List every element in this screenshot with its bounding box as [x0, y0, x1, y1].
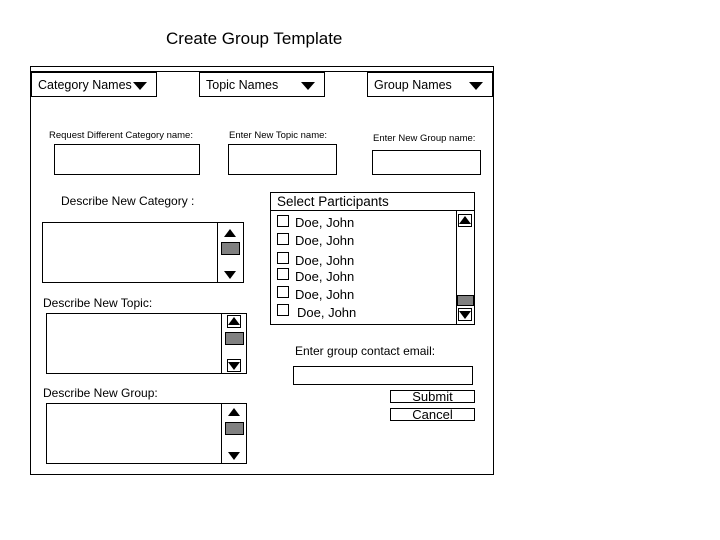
- participant-checkbox[interactable]: [277, 252, 289, 264]
- participants-list[interactable]: [270, 192, 475, 325]
- arrow-down-icon[interactable]: [228, 362, 240, 370]
- topic-scrollbar[interactable]: [221, 314, 246, 373]
- describe-category-textarea[interactable]: [42, 222, 244, 283]
- submit-button[interactable]: Submit: [390, 390, 475, 403]
- group-dropdown[interactable]: [367, 72, 493, 97]
- arrow-up-icon[interactable]: [224, 229, 236, 237]
- topic-name-field[interactable]: [228, 144, 337, 175]
- arrow-down-icon[interactable]: [228, 452, 240, 460]
- topic-dropdown-label: Topic Names: [206, 78, 279, 92]
- describe-group-label: Describe New Group:: [43, 386, 158, 400]
- participant-checkbox[interactable]: [277, 304, 289, 316]
- arrow-up-icon[interactable]: [228, 408, 240, 416]
- participants-scrollbar[interactable]: [456, 211, 474, 324]
- scroll-thumb[interactable]: [225, 422, 244, 435]
- category-dropdown-label: Category Names: [38, 78, 132, 92]
- category-name-field[interactable]: [54, 144, 200, 175]
- participant-name: Doe, John: [295, 215, 355, 230]
- participant-checkbox[interactable]: [277, 286, 289, 298]
- category-request-label: Request Different Category name:: [49, 130, 193, 141]
- participant-checkbox[interactable]: [277, 268, 289, 280]
- category-dropdown[interactable]: [31, 72, 157, 97]
- topic-new-label: Enter New Topic name:: [229, 130, 328, 141]
- arrow-up-icon[interactable]: [459, 216, 471, 224]
- participant-checkbox[interactable]: [277, 233, 289, 245]
- describe-category-label: Describe New Category :: [61, 194, 195, 208]
- participants-header: Select Participants: [271, 193, 474, 211]
- email-label: Enter group contact email:: [295, 344, 436, 358]
- arrow-up-icon[interactable]: [228, 317, 240, 325]
- participant-name: Doe, John: [295, 269, 355, 284]
- scroll-thumb[interactable]: [225, 332, 244, 345]
- group-dropdown-label: Group Names: [374, 78, 452, 92]
- page-title: Create Group Template: [166, 29, 343, 48]
- group-new-label: Enter New Group name:: [373, 133, 476, 144]
- group-scrollbar[interactable]: [221, 404, 246, 463]
- participant-name: Doe, John: [295, 287, 355, 302]
- group-name-field[interactable]: [372, 150, 481, 175]
- arrow-down-icon[interactable]: [224, 271, 236, 279]
- chevron-down-icon: [133, 82, 147, 90]
- participant-name: Doe, John: [297, 305, 357, 320]
- topic-dropdown[interactable]: [199, 72, 325, 97]
- participant-checkbox[interactable]: [277, 215, 289, 227]
- describe-group-textarea[interactable]: [46, 403, 247, 464]
- participant-name: Doe, John: [295, 233, 355, 248]
- category-scrollbar[interactable]: [217, 223, 243, 282]
- scroll-thumb[interactable]: [221, 242, 240, 255]
- email-field[interactable]: [293, 366, 473, 385]
- cancel-button[interactable]: Cancel: [390, 408, 475, 421]
- participant-name: Doe, John: [295, 253, 355, 268]
- describe-topic-textarea[interactable]: [46, 313, 247, 374]
- chevron-down-icon: [469, 82, 483, 90]
- arrow-down-icon[interactable]: [459, 311, 471, 319]
- chevron-down-icon: [301, 82, 315, 90]
- describe-topic-label: Describe New Topic:: [43, 296, 153, 310]
- scroll-thumb[interactable]: [457, 295, 474, 306]
